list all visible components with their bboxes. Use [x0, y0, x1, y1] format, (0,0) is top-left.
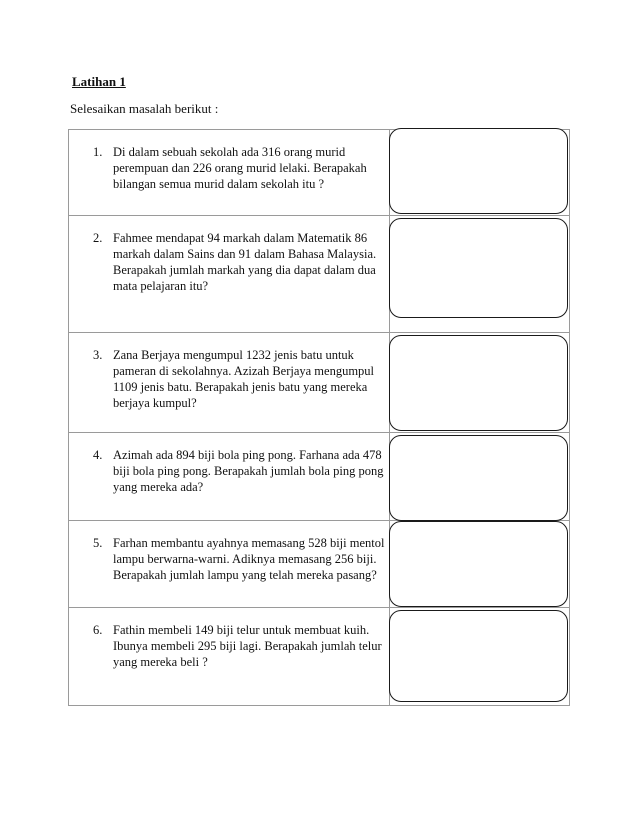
worksheet-title: Latihan 1	[72, 74, 126, 89]
question-text: Di dalam sebuah sekolah ada 316 orang murid perempuan dan 226 orang murid lelaki. Berapakah bilangan semua murid dalam sekolah itu ?	[113, 145, 367, 191]
question-text: Fathin membeli 149 biji telur untuk membuat kuih. Ibunya membeli 295 biji lagi. Berapakah jumlah telur yang mereka beli ?	[113, 623, 382, 669]
question-number: 3.	[93, 348, 103, 362]
question-text: Zana Berjaya mengumpul 1232 jenis batu untuk pameran di sekolahnya. Azizah Berjaya mengumpul 1109 jenis batu. Berapakah jenis batu yang mereka berjaya kumpul?	[113, 348, 375, 410]
answer-box-1[interactable]	[389, 128, 568, 214]
question-text: Farhan membantu ayahnya memasang 528 biji mentol lampu berwarna-warni. Adiknya memasang 256 biji. Berapakah jumlah lampu yang telah mereka pasang?	[113, 536, 385, 582]
instruction-text: Selesaikan masalah berikut :	[70, 101, 219, 116]
question-row-5	[69, 521, 569, 608]
question-row-1	[69, 130, 569, 216]
question-number: 1.	[93, 145, 103, 159]
question-text: Fahmee mendapat 94 markah dalam Matematik 86 markah dalam Sains dan 91 dalam Bahasa Malaysia. Berapakah jumlah markah yang dia dapat dalam dua mata pelajaran itu?	[113, 231, 377, 293]
answer-box-5[interactable]	[389, 521, 568, 607]
question-number: 4.	[93, 448, 103, 462]
question-number: 2.	[93, 231, 103, 245]
answer-box-3[interactable]	[389, 335, 568, 431]
question-table	[68, 129, 570, 706]
question-number: 6.	[93, 623, 103, 637]
question-row-4	[69, 433, 569, 521]
question-row-6	[69, 608, 569, 705]
question-row-3	[69, 333, 569, 433]
answer-box-2[interactable]	[389, 218, 568, 318]
answer-box-4[interactable]	[389, 435, 568, 521]
question-text: Azimah ada 894 biji bola ping pong. Farhana ada 478 biji bola ping pong. Berapakah jumlah bola ping pong yang mereka ada?	[113, 448, 384, 494]
question-row-2	[69, 216, 569, 333]
answer-box-6[interactable]	[389, 610, 568, 702]
question-number: 5.	[93, 536, 103, 550]
